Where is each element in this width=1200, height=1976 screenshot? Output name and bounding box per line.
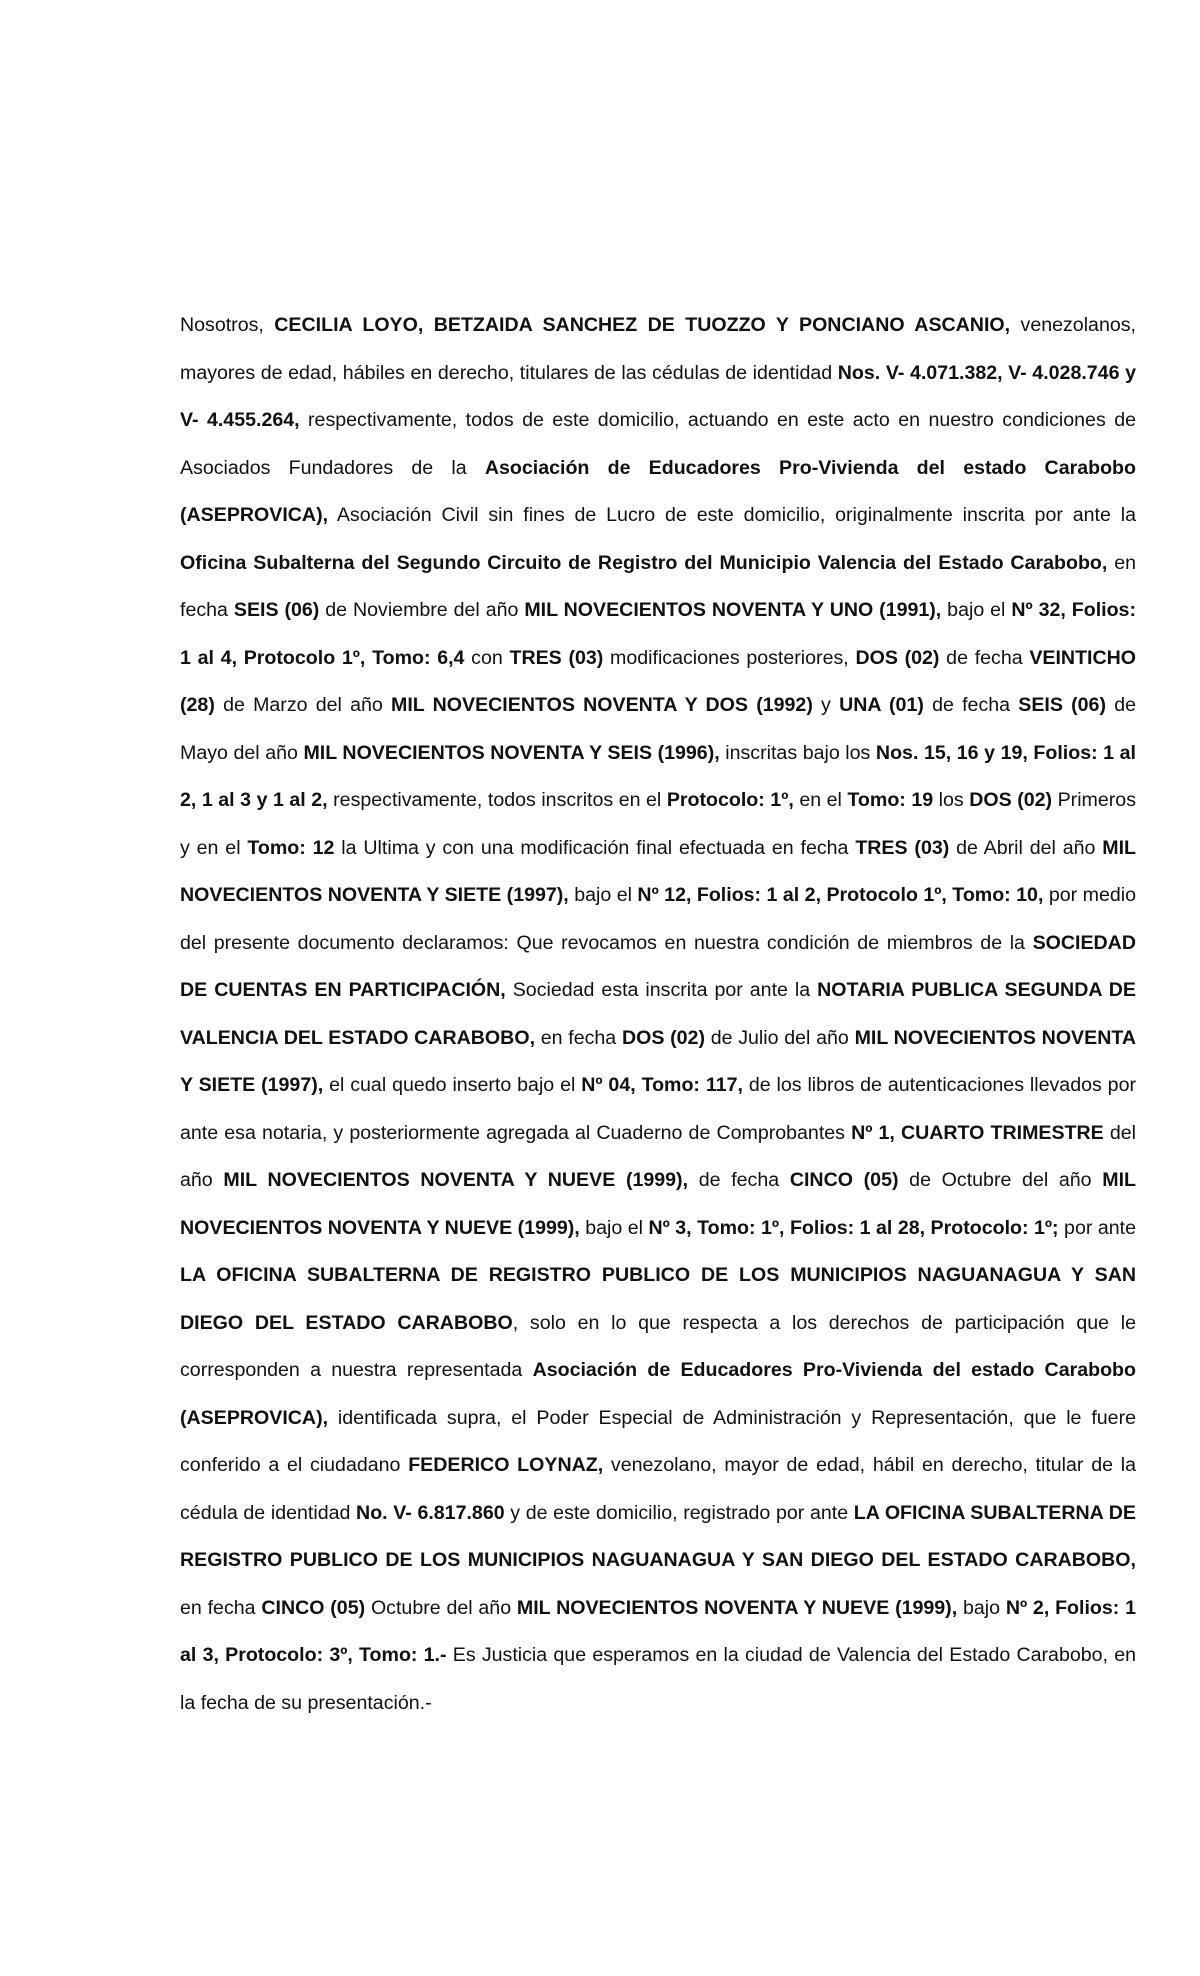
text-segment: de Noviembre del año — [319, 599, 525, 621]
bold-segment: Protocolo: 1º, — [666, 789, 794, 811]
bold-segment: SEIS (06) — [1018, 694, 1106, 716]
bold-segment: SEIS (06) — [233, 599, 320, 621]
text-segment: el cual quedo inserto bajo el — [323, 1074, 582, 1096]
text-segment: los — [933, 789, 970, 811]
bold-segment: CECILIA LOYO, BETZAIDA SANCHEZ DE TUOZZO Y PONCIANO ASCANIO, — [274, 314, 1011, 336]
text-segment: inscritas bajo los — [719, 741, 876, 764]
text-segment: bajo el — [941, 599, 1012, 621]
text-segment: la Ultima y con una modificación final efectuada en fecha — [334, 836, 856, 859]
bold-segment: No. V- 6.817.860 — [356, 1501, 505, 1524]
bold-segment: TRES (03) — [855, 836, 950, 859]
text-segment: de Mayo del año — [180, 694, 1136, 764]
text-segment: venezolanos, mayores de edad, hábiles en derecho, titulares de las cédulas de identidad — [180, 314, 1136, 384]
bold-segment: Nos. 15, 16 y 19, Folios: 1 al 2, 1 al 3 y 1 al 2, — [180, 741, 1136, 811]
bold-segment: DOS (02) — [621, 1026, 705, 1049]
bold-segment: Nº 12, Folios: 1 al 2, Protocolo 1º, Tomo: 10, — [637, 884, 1044, 906]
bold-segment: MIL NOVECIENTOS NOVENTA Y UNO (1991), — [524, 599, 942, 621]
bold-segment: MIL NOVECIENTOS NOVENTA Y NUEVE (1999), — [180, 1169, 1136, 1239]
text-segment: de fecha — [688, 1169, 790, 1191]
bold-segment: Nº 3, Tomo: 1º, Folios: 1 al 28, Protocolo: 1º; — [648, 1216, 1059, 1239]
bold-segment: MIL NOVECIENTOS NOVENTA Y DOS (1992) — [391, 694, 813, 716]
bold-segment: DOS (02) — [969, 789, 1053, 811]
text-segment: de Octubre del año — [898, 1169, 1103, 1191]
text-segment: por ante — [1058, 1216, 1136, 1239]
text-segment: con — [464, 646, 510, 669]
text-segment: bajo el — [579, 1216, 649, 1239]
bold-segment: Nº 04, Tomo: 117, — [581, 1074, 743, 1096]
text-segment: Primeros y en el — [180, 789, 1136, 859]
text-segment: de Marzo del año — [214, 694, 392, 716]
bold-segment: CINCO (05) — [789, 1169, 899, 1191]
text-segment: del año — [180, 1121, 1136, 1191]
bold-segment: Oficina Subalterna del Segundo Circuito de Registro del Municipio Valencia del Estado Carabobo, — [180, 551, 1108, 574]
text-segment: en fecha — [180, 1596, 262, 1619]
text-segment: modificaciones posteriores, — [603, 646, 856, 669]
text-segment: y — [812, 694, 840, 716]
text-segment: de fecha — [923, 694, 1019, 716]
bold-segment: FEDERICO LOYNAZ, — [408, 1454, 604, 1476]
bold-segment: SOCIEDAD DE CUENTAS EN PARTICIPACIÓN, — [180, 931, 1136, 1001]
bold-segment: Nº 1, CUARTO TRIMESTRE — [851, 1121, 1104, 1144]
bold-segment: NOTARIA PUBLICA SEGUNDA DE VALENCIA DEL ESTADO CARABOBO, — [180, 979, 1136, 1049]
text-segment: venezolano, mayor de edad, hábil en derecho, titular de la cédula de identidad — [180, 1454, 1136, 1524]
text-segment: Asociación Civil sin fines de Lucro de este domicilio, originalmente inscrita por ante la — [328, 504, 1136, 526]
text-segment: bajo — [957, 1596, 1006, 1619]
text-segment: bajo el — [568, 884, 638, 906]
bold-segment: Tomo: 12 — [247, 836, 335, 859]
bold-segment: Nos. V- 4.071.382, V- 4.028.746 y V- 4.455.264, — [180, 361, 1136, 431]
bold-segment: TRES (03) — [509, 646, 604, 669]
bold-segment: Asociación de Educadores Pro-Vivienda del estado Carabobo (ASEPROVICA), — [180, 1359, 1136, 1429]
text-segment: de fecha — [939, 646, 1030, 669]
bold-segment: MIL NOVECIENTOS NOVENTA Y NUEVE (1999), — [516, 1596, 958, 1619]
bold-segment: CINCO (05) — [261, 1596, 366, 1619]
text-segment: de Abril del año — [949, 836, 1103, 859]
text-segment: y de este domicilio, registrado por ante — [504, 1501, 854, 1524]
declaration-paragraph — [180, 302, 1136, 1727]
bold-segment: Tomo: 19 — [847, 789, 934, 811]
text-segment: respectivamente, todos de este domicilio, actuando en este acto en nuestro condiciones de Asociados Fundadores de la — [180, 409, 1136, 479]
text-segment: Sociedad esta inscrita por ante la — [505, 979, 818, 1001]
bold-segment: MIL NOVECIENTOS NOVENTA Y SIETE (1997), — [180, 1026, 1137, 1096]
bold-segment: DOS (02) — [855, 646, 940, 669]
text-segment: Es Justicia que esperamos en la ciudad de Valencia del Estado Carabobo, en la fecha de su presentación.- — [180, 1644, 1136, 1714]
bold-segment: MIL NOVECIENTOS NOVENTA Y SEIS (1996), — [303, 741, 720, 764]
text-segment: , solo en lo que respecta a los derechos de participación que le corresponden a nuestra representada — [180, 1311, 1136, 1381]
bold-segment: VEINTICHO (28) — [180, 646, 1137, 716]
bold-segment: Nº 32, Folios: 1 al 4, Protocolo 1º, Tomo: 6,4 — [180, 599, 1136, 669]
bold-segment: MIL NOVECIENTOS NOVENTA Y SIETE (1997), — [180, 836, 1137, 906]
text-segment: por medio del presente documento declaramos: Que revocamos en nuestra condición de miembros de la — [180, 884, 1136, 954]
bold-segment: LA OFICINA SUBALTERNA DE REGISTRO PUBLICO DE LOS MUNICIPIOS NAGUANAGUA Y SAN DIEGO DEL ESTADO CARABOBO — [180, 1264, 1136, 1334]
text-segment: identificada supra, el Poder Especial de Administración y Representación, que le fuere conferido a el ciudadano — [180, 1406, 1136, 1476]
bold-segment: UNA (01) — [839, 694, 924, 716]
bold-segment: Nº 2, Folios: 1 al 3, Protocolo: 3º, Tomo: 1.- — [180, 1596, 1136, 1666]
text-segment: Octubre del año — [365, 1596, 517, 1619]
bold-segment: MIL NOVECIENTOS NOVENTA Y NUEVE (1999), — [223, 1169, 689, 1191]
bold-segment: Asociación de Educadores Pro-Vivienda del estado Carabobo (ASEPROVICA), — [180, 456, 1136, 526]
text-segment: de los libros de autenticaciones llevados por ante esa notaria, y posteriormente agregada al Cuaderno de Comprobantes — [180, 1074, 1136, 1144]
text-segment: en fecha — [180, 551, 1136, 621]
text-segment: de Julio del año — [704, 1026, 855, 1049]
text-segment: en el — [793, 789, 848, 811]
bold-segment: LA OFICINA SUBALTERNA DE REGISTRO PUBLICO DE LOS MUNICIPIOS NAGUANAGUA Y SAN DIEGO DEL ESTADO CARABOBO, — [180, 1501, 1136, 1571]
text-segment: en fecha — [535, 1026, 622, 1049]
text-segment: Nosotros, — [180, 314, 275, 336]
text-segment: respectivamente, todos inscritos en el — [327, 789, 667, 811]
